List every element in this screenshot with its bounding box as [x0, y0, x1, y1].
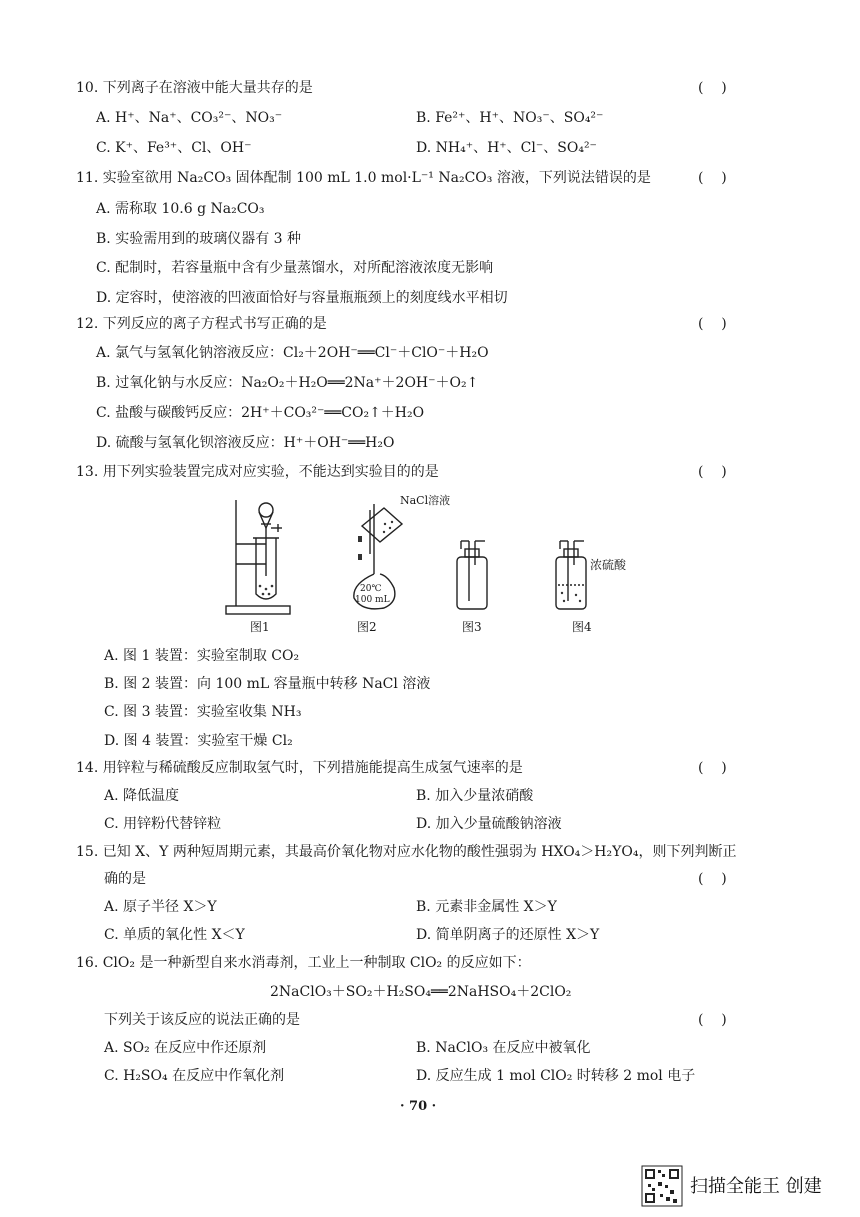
figure-2-flask-volume: 100 mL: [355, 595, 390, 605]
footer-watermark: 扫描全能王 创建: [690, 1176, 822, 1197]
q11-option-d: D. 定容时，使溶液的凹液面恰好与容量瓶瓶颈上的刻度线水平相切: [96, 290, 508, 306]
q10-stem: 10. 下列离子在溶液中能大量共存的是: [76, 80, 313, 96]
q15-stem-continued: 确的是: [104, 871, 146, 887]
q10-option-a: A. H⁺、Na⁺、CO₃²⁻、NO₃⁻: [96, 110, 283, 126]
q13-option-a: A. 图 1 装置：实验室制取 CO₂: [104, 648, 300, 664]
figure-1-caption: 图1: [250, 620, 270, 634]
q13-stem: 13. 用下列实验装置完成对应实验，不能达到实验目的的是: [76, 464, 439, 480]
q12-option-c: C. 盐酸与碳酸钙反应：2H⁺＋CO₃²⁻══CO₂↑＋H₂O: [96, 405, 425, 421]
q13-option-c: C. 图 3 装置：实验室收集 NH₃: [104, 704, 302, 720]
q15-option-d: D. 简单阴离子的还原性 X＞Y: [416, 927, 600, 943]
q16-paren: ( ): [698, 1012, 727, 1028]
q16-option-d: D. 反应生成 1 mol ClO₂ 时转移 2 mol 电子: [416, 1068, 696, 1084]
q15-option-c: C. 单质的氧化性 X＜Y: [104, 927, 245, 943]
q14-option-d: D. 加入少量硫酸钠溶液: [416, 816, 562, 832]
q12-option-b: B. 过氧化钠与水反应：Na₂O₂＋H₂O══2Na⁺＋2OH⁻＋O₂↑: [96, 375, 479, 391]
q12-option-a: A. 氯气与氢氧化钠溶液反应：Cl₂＋2OH⁻══Cl⁻＋ClO⁻＋H₂O: [96, 345, 489, 361]
q10-option-b: B. Fe²⁺、H⁺、NO₃⁻、SO₄²⁻: [416, 110, 604, 126]
q12-stem: 12. 下列反应的离子方程式书写正确的是: [76, 316, 327, 332]
q16-stem: 16. ClO₂ 是一种新型自来水消毒剂，工业上一种制取 ClO₂ 的反应如下：: [76, 955, 531, 971]
q15-paren: ( ): [698, 871, 727, 887]
figure-2-flask-temp: 20℃: [360, 584, 382, 594]
q16-stem-continued: 下列关于该反应的说法正确的是: [104, 1012, 300, 1028]
q12-option-d: D. 硫酸与氢氧化钡溶液反应：H⁺＋OH⁻══H₂O: [96, 435, 395, 451]
q16-equation: 2NaClO₃＋SO₂＋H₂SO₄══2NaHSO₄＋2ClO₂: [270, 984, 572, 1000]
q10-option-d: D. NH₄⁺、H⁺、Cl⁻、SO₄²⁻: [416, 140, 597, 156]
q16-option-b: B. NaClO₃ 在反应中被氧化: [416, 1040, 591, 1056]
page-number: · 70 ·: [400, 1099, 437, 1114]
figure-2-nacl-label: NaCl溶液: [400, 494, 451, 507]
q13-option-d: D. 图 4 装置：实验室干燥 Cl₂: [104, 733, 293, 749]
q14-option-a: A. 降低温度: [104, 788, 180, 804]
q15-stem: 15. 已知 X、Y 两种短周期元素，其最高价氧化物对应水化物的酸性强弱为 HXO₄＞H₂YO₄，则下列判断正: [76, 844, 737, 860]
figure-4-caption: 图4: [572, 620, 592, 634]
figure-3-apparatus: [453, 535, 493, 615]
q15-option-a: A. 原子半径 X＞Y: [104, 899, 217, 915]
q14-paren: ( ): [698, 760, 727, 776]
figure-2-caption: 图2: [357, 620, 377, 634]
qr-code-icon: [642, 1166, 682, 1206]
q13-option-b: B. 图 2 装置：向 100 mL 容量瓶中转移 NaCl 溶液: [104, 676, 431, 692]
q11-paren: ( ): [698, 170, 727, 186]
q14-option-b: B. 加入少量浓硝酸: [416, 788, 534, 804]
figure-1-apparatus: [222, 494, 302, 619]
figure-4-apparatus: [552, 535, 592, 615]
q10-paren: ( ): [698, 80, 727, 96]
figure-3-caption: 图3: [462, 620, 482, 634]
q11-option-a: A. 需称取 10.6 g Na₂CO₃: [96, 201, 265, 217]
q11-stem: 11. 实验室欲用 Na₂CO₃ 固体配制 100 mL 1.0 mol·L⁻¹ Na₂CO₃ 溶液，下列说法错误的是: [76, 170, 651, 186]
q16-option-c: C. H₂SO₄ 在反应中作氧化剂: [104, 1068, 285, 1084]
q16-option-a: A. SO₂ 在反应中作还原剂: [104, 1040, 267, 1056]
q10-option-c: C. K⁺、Fe³⁺、Cl、OH⁻: [96, 140, 252, 156]
q13-paren: ( ): [698, 464, 727, 480]
q14-stem: 14. 用锌粒与稀硫酸反应制取氢气时，下列措施能提高生成氢气速率的是: [76, 760, 523, 776]
figure-4-acid-label: 浓硫酸: [590, 558, 627, 572]
q14-option-c: C. 用锌粉代替锌粒: [104, 816, 222, 832]
q15-option-b: B. 元素非金属性 X＞Y: [416, 899, 557, 915]
q11-option-b: B. 实验需用到的玻璃仪器有 3 种: [96, 231, 301, 247]
q12-paren: ( ): [698, 316, 727, 332]
q11-option-c: C. 配制时，若容量瓶中含有少量蒸馏水，对所配溶液浓度无影响: [96, 260, 494, 276]
